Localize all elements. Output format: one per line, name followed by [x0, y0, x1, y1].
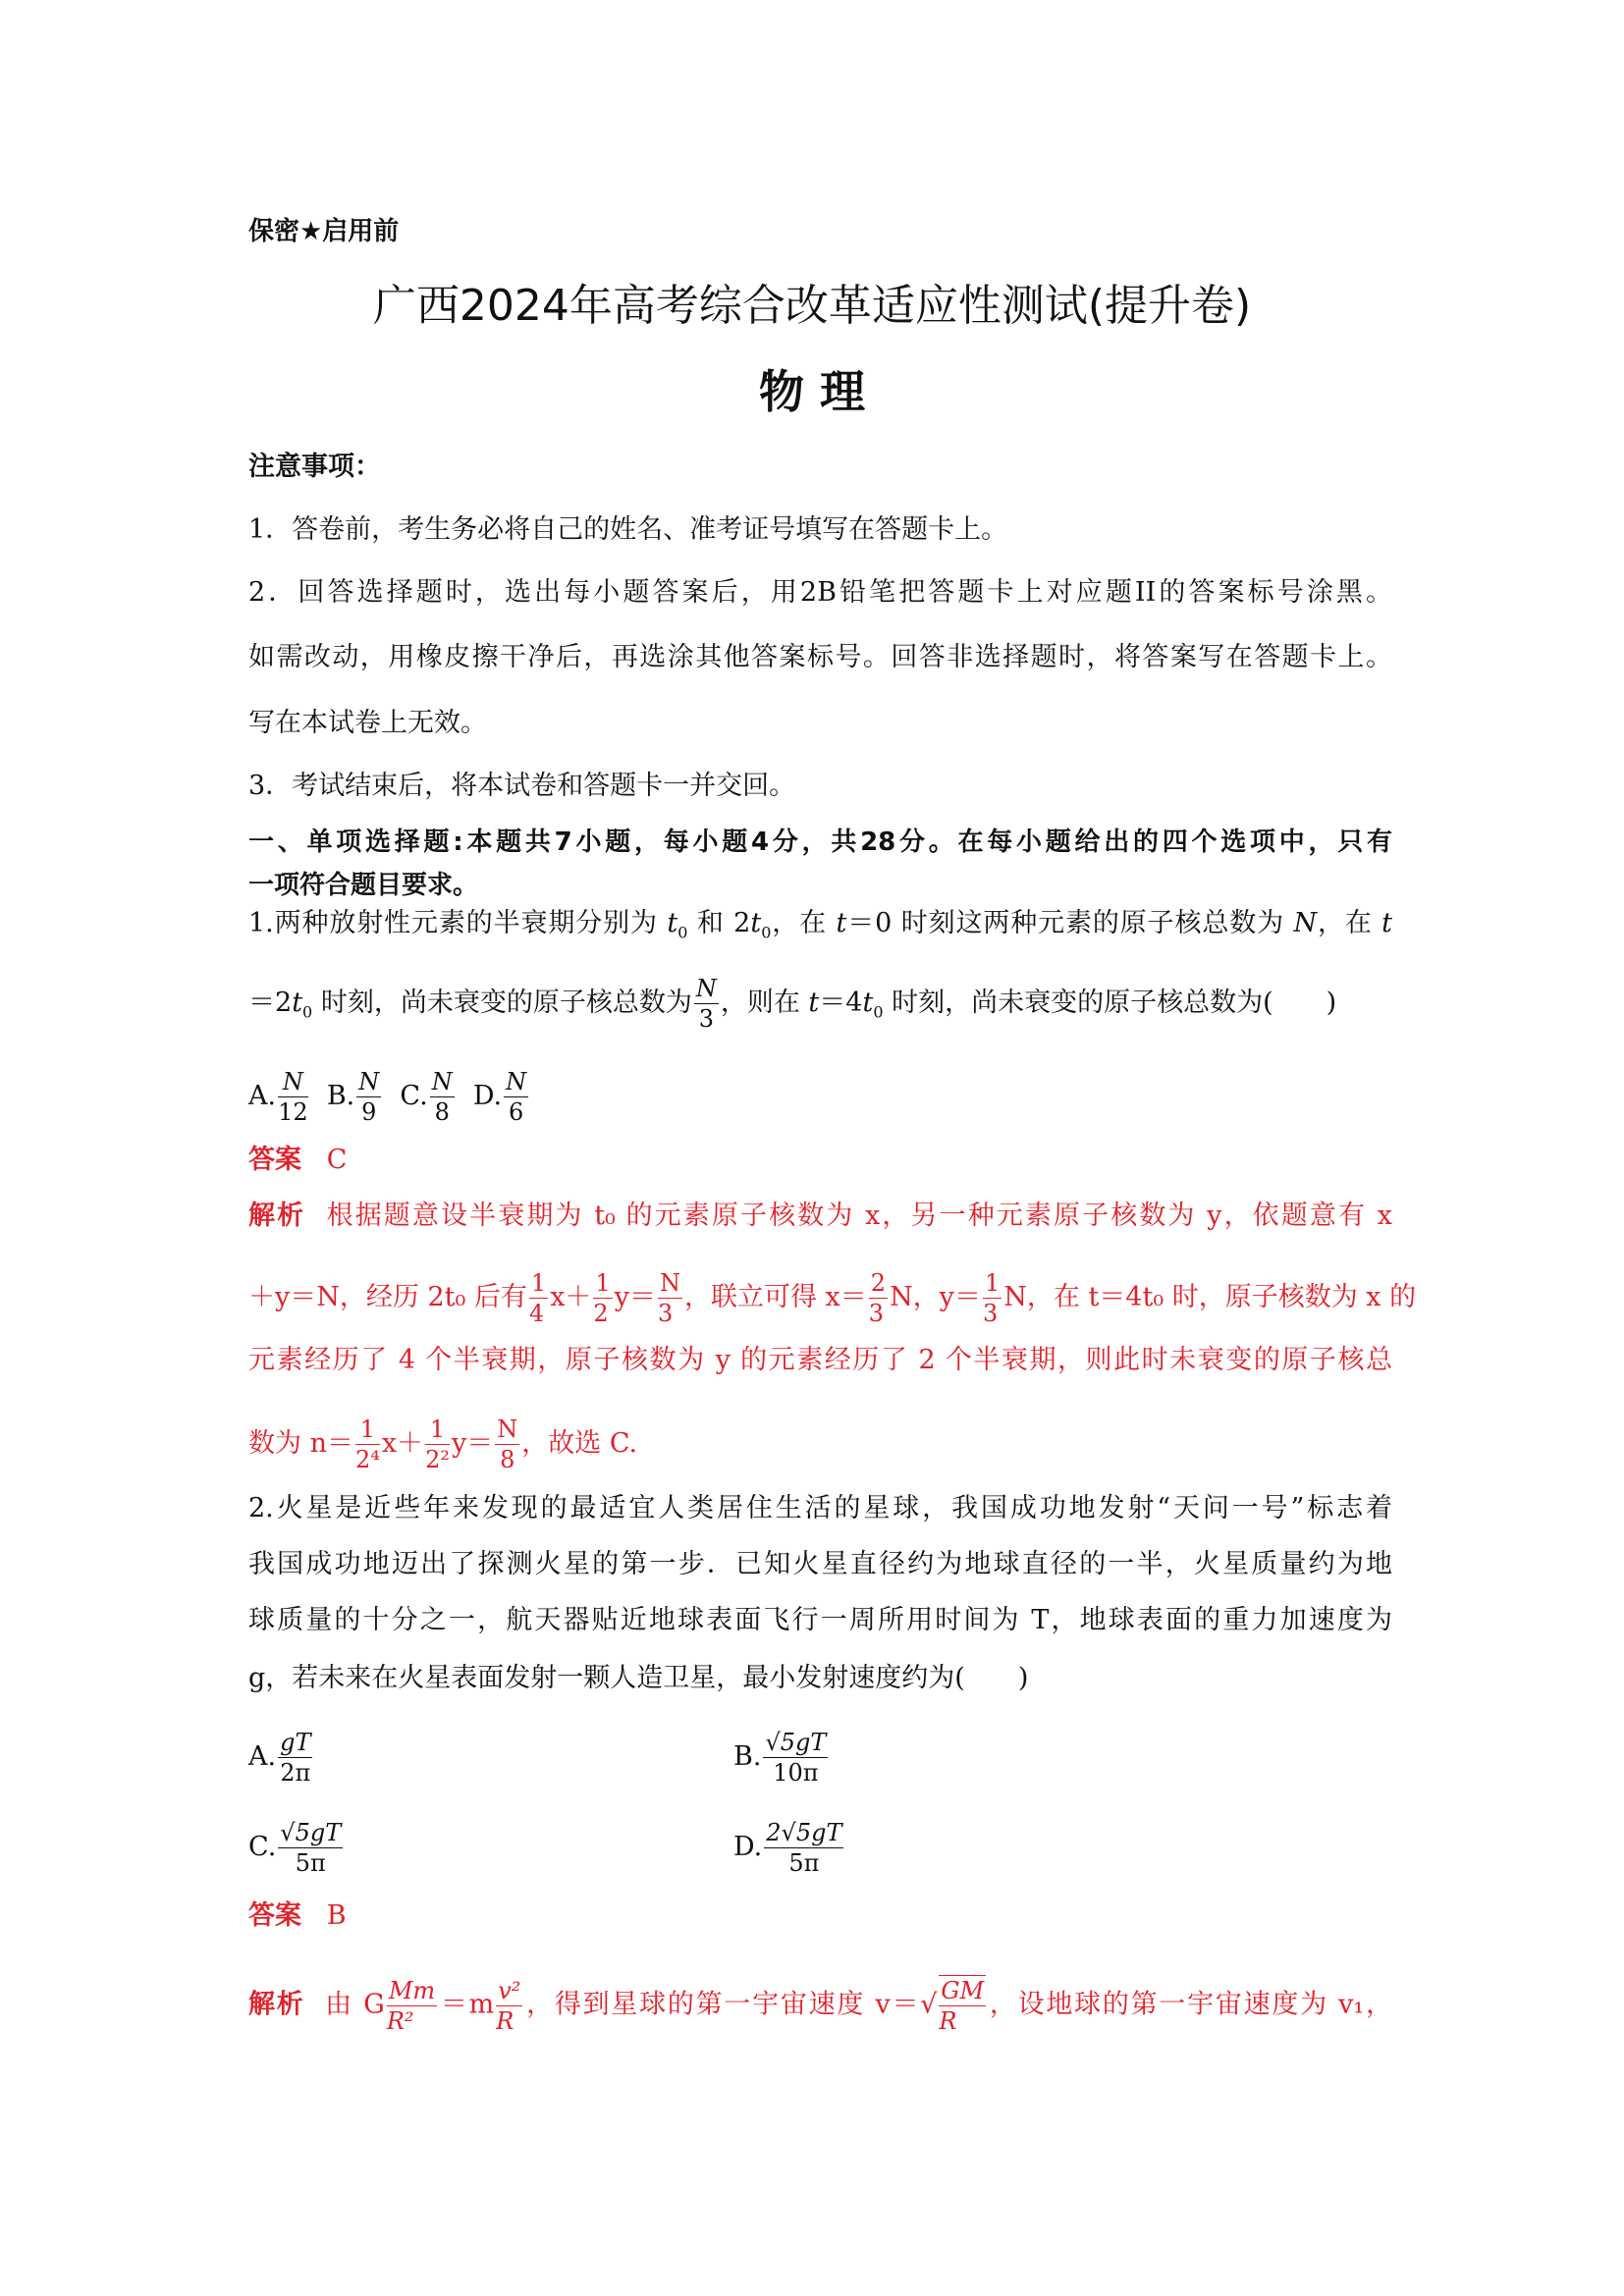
section-heading-cont: 一项符合题目要求。 — [248, 871, 479, 900]
q2-option-d[interactable]: D. $\frac{2√5gT}{5\pi}$ — [733, 1819, 842, 1877]
section-heading: 一、单项选择题:本题共7小题，每小题4分，共28分。在每小题给出的四个选项中，只有 — [248, 828, 1392, 857]
q1-options — [248, 1067, 530, 1127]
q1-option-d[interactable]: D. $\frac{N}{6}$ — [472, 1068, 527, 1126]
q2-option-c[interactable]: C. $\frac{√5gT}{5\pi}$ — [248, 1819, 342, 1877]
q2-stem-line3: 球质量的十分之一，航天器贴近地球表面飞行一周所用时间为 T，地球表面的重力加速度为 — [248, 1605, 1392, 1635]
notice-item: 1．答卷前，考生务必将自己的姓名、准考证号填写在答题卡上。 — [248, 514, 1008, 545]
q1-stem-line1: 1.两种放射性元素的半衰期分别为 $t_0$ 和 $2t_0$，在 t＝0 时刻这两种元素的原子核总数为 N，在 t — [248, 908, 1393, 942]
fraction: $\frac{N}{3}$ — [695, 975, 717, 1033]
q2-stem-line2: 我国成功地迈出了探测火星的第一步．已知火星直径约为地球直径的一半，火星质量约为地 — [248, 1549, 1392, 1579]
q1-analysis-line3: 元素经历了 4 个半衰期，原子核数为 y 的元素经历了 2 个半衰期，则此时未衰变的原子核总 — [248, 1345, 1392, 1375]
q2-stem-line4: g，若未来在火星表面发射一颗人造卫星，最小发射速度约为( ) — [248, 1663, 1029, 1693]
q2-option-b[interactable]: B. $\frac{√5gT}{10\pi}$ — [733, 1729, 827, 1787]
q2-option-a[interactable]: A. $\frac{gT}{2\pi}$ — [248, 1729, 311, 1787]
q1-option-a[interactable]: A. $\frac{N}{12}$ — [248, 1068, 308, 1126]
q1-analysis-line4: 数为 n＝ $\frac{1}{\text{2⁴}}$ x＋ $\frac{1}{\text{2²}}$ y＝ $\frac{N}{8}$ ，故选 C. — [248, 1415, 638, 1473]
notice-heading: 注意事项： — [248, 452, 381, 482]
confidential-mark: 保密★启用前 — [248, 217, 400, 246]
q2-answer: 答案 B — [248, 1900, 347, 1931]
notice-item: 2．回答选择题时，选出每小题答案后，用2B铅笔把答题卡上对应题II的答案标号涂黑。 — [248, 577, 1392, 608]
exam-title: 广西2024年高考综合改革适应性测试(提升卷) — [372, 281, 1252, 331]
subject-title: 物 理 — [758, 365, 865, 418]
q1-analysis-line1: 解析 根据题意设半衰期为 t₀ 的元素原子核数为 x，另一种元素原子核数为 y，依题意有 x — [248, 1201, 1393, 1231]
q1-answer: 答案 C — [248, 1145, 348, 1175]
q1-stem-line2: $=2t_0$ 时刻，尚未衰变的原子核总数为 $\frac{N}{3}$ ，则在 $t=4t_0$ 时刻，尚未衰变的原子核总数为( ) — [248, 975, 1337, 1033]
q2-stem-line1: 2.火星是近些年来发现的最适宜人类居住生活的星球，我国成功地发射“天问一号”标志着 — [248, 1493, 1392, 1523]
notice-item: 如需改动，用橡皮擦干净后，再选涂其他答案标号。回答非选择题时，将答案写在答题卡上。 — [248, 642, 1392, 672]
q1-analysis-line2: ＋y＝N，经历 2t₀ 后有 $\frac{1}{4}$ x＋ $\frac{1}{2}$ y＝ $\frac{N}{3}$ ，联立可得 x＝ $\frac{2}{3}$ N，y＝ $\frac{1}{3}$ N，在 t＝4t₀ 时，原子核数为 x 的 — [248, 1269, 1417, 1327]
notice-item: 写在本试卷上无效。 — [248, 708, 487, 738]
q1-option-b[interactable]: B. $\frac{N}{9}$ — [326, 1068, 380, 1126]
q1-option-c[interactable]: C. $\frac{N}{8}$ — [400, 1068, 453, 1126]
notice-item: 3．考试结束后，将本试卷和答题卡一并交回。 — [248, 771, 796, 801]
q2-analysis-line1: 解析 由 G $\frac{Mm}{\text{R²}}$ ＝m $\frac{\text{v²}}{R}$ ，得到星球的第一宇宙速度 v＝√ $\frac{GM}{R}$ ，设地球的第一宇宙速度为 v₁， — [248, 1976, 1392, 2035]
